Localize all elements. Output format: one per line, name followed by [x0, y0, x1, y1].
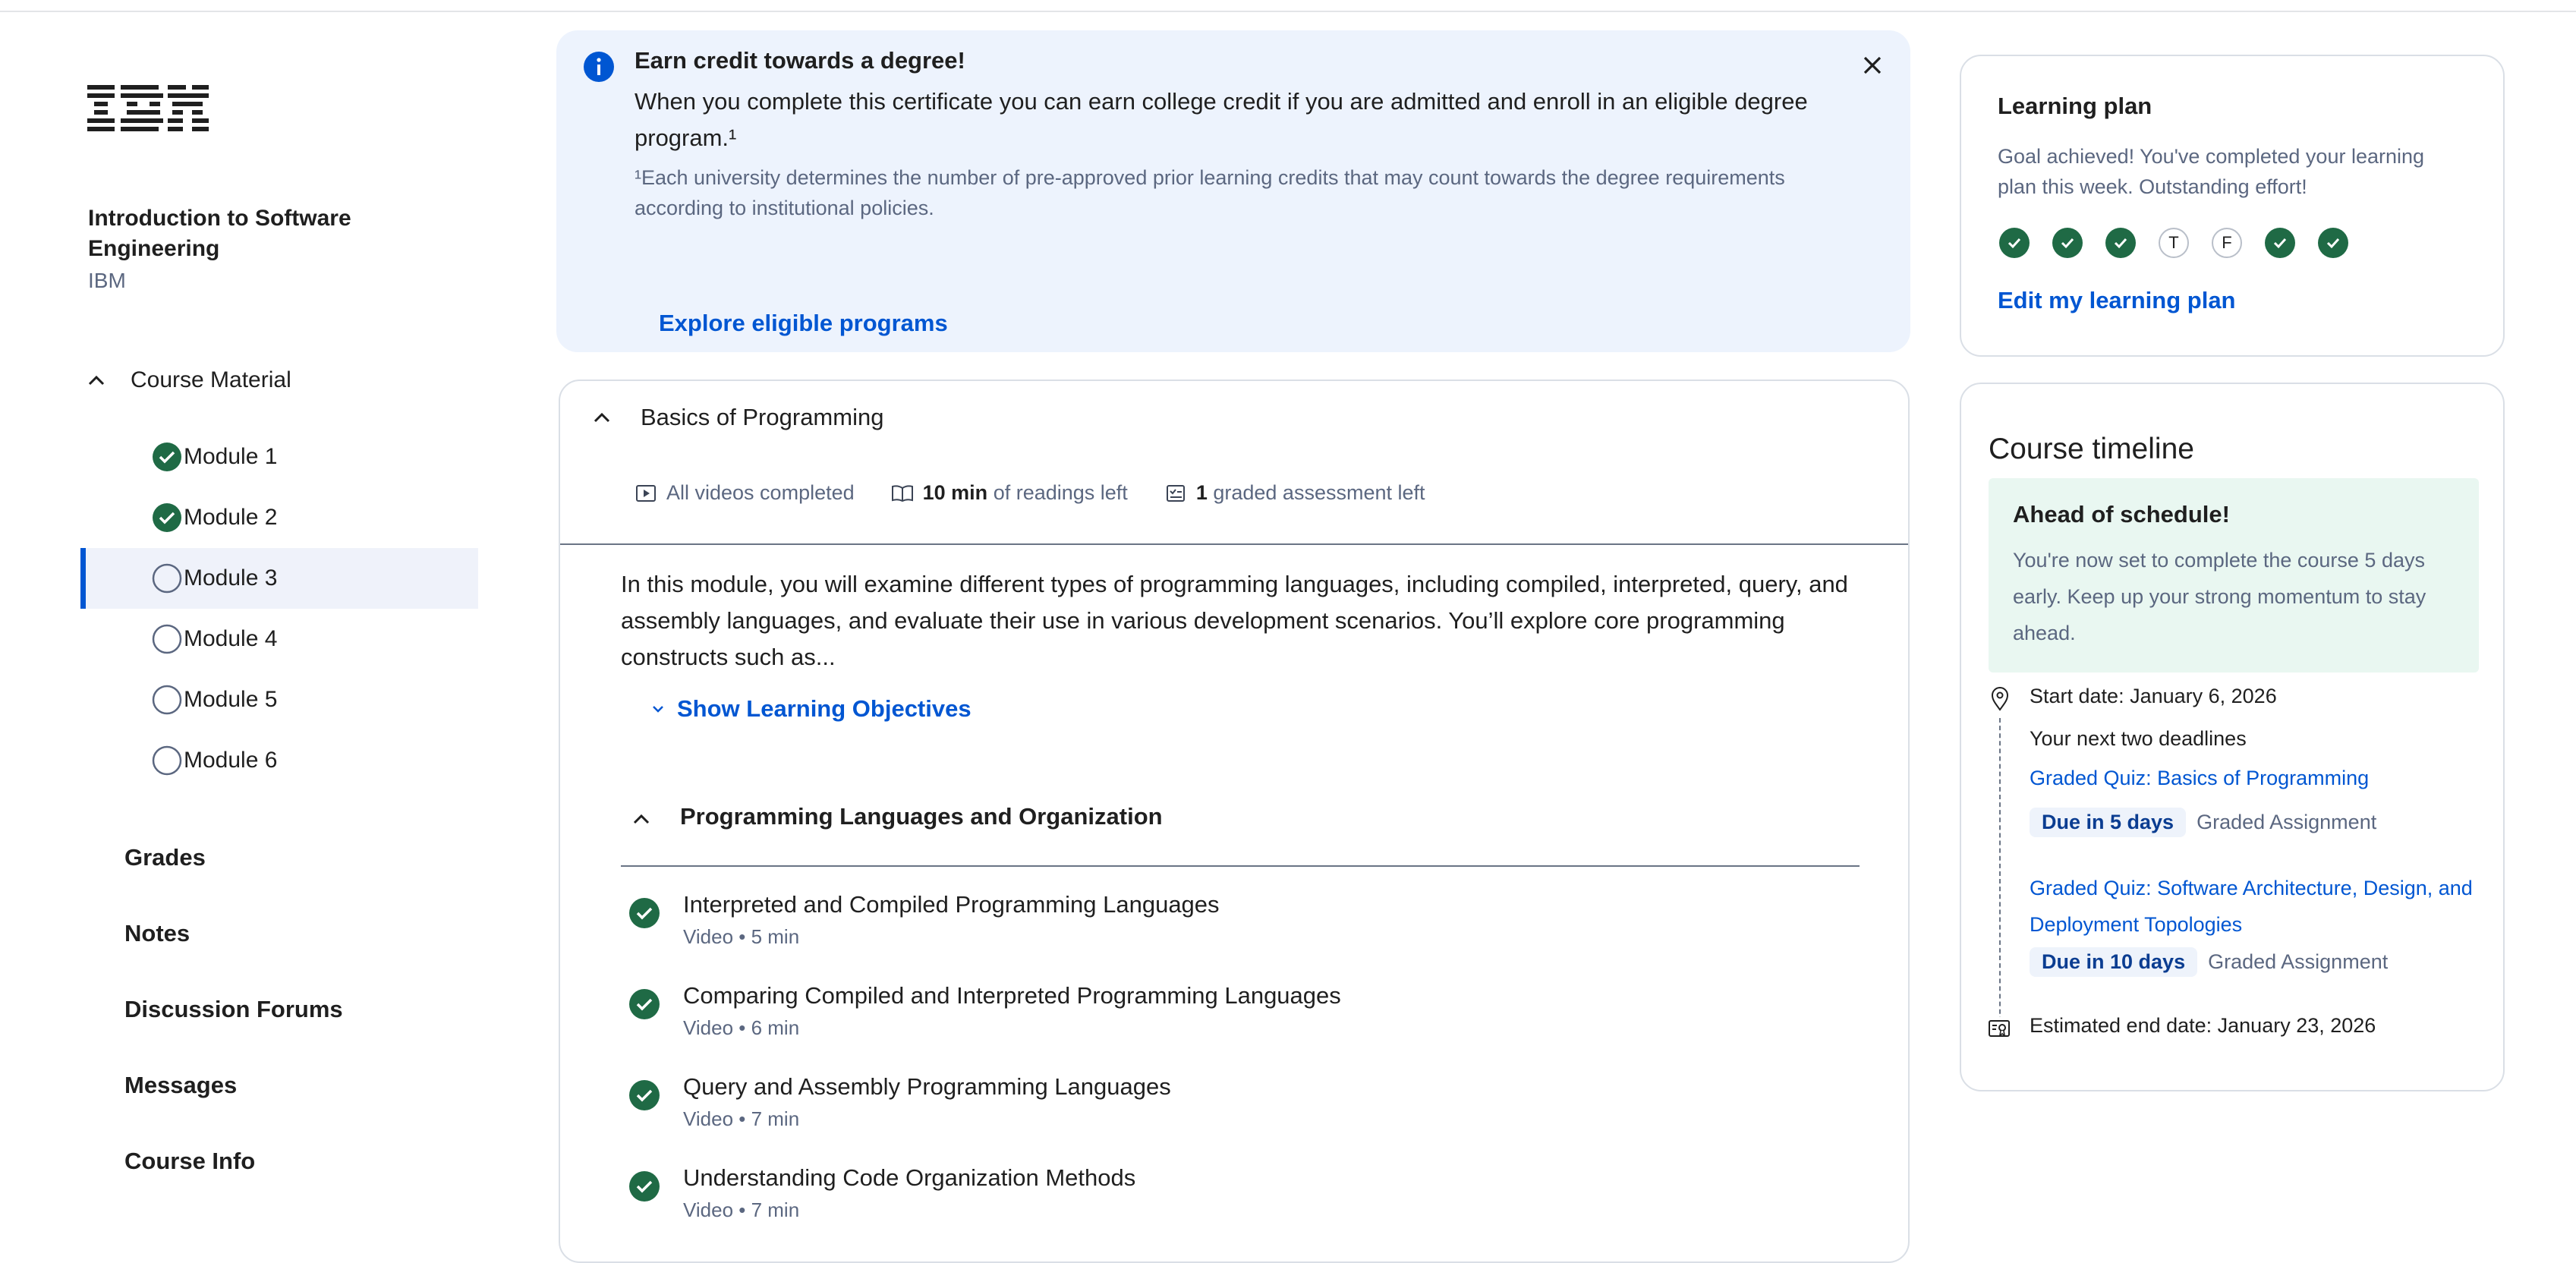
readings-rest: of readings left	[993, 481, 1128, 504]
sidebar-item-module-3[interactable]	[80, 548, 478, 609]
module-title: Basics of Programming	[641, 404, 884, 430]
check-icon	[2112, 234, 2130, 252]
videos-stat-text: All videos completed	[666, 481, 855, 504]
list-item[interactable]	[628, 1070, 1843, 1161]
graded-stat	[1164, 481, 1425, 505]
deadline-meta-2	[2030, 947, 2388, 977]
course-org: IBM	[88, 269, 126, 292]
deadline-link-2[interactable]: Graded Quiz: Software Architecture, Design, and Deployment Topologies	[2030, 877, 2473, 936]
end-date: Estimated end date: January 23, 2026	[2030, 1014, 2376, 1037]
item-title: Comparing Compiled and Interpreted Programming Languages	[683, 982, 1341, 1009]
lesson-group-toggle[interactable]	[621, 803, 1860, 867]
sidebar-item-module-1[interactable]	[80, 427, 478, 487]
empty-circle-icon	[152, 624, 182, 654]
module-stats	[635, 481, 1425, 505]
check-circle-icon	[628, 988, 660, 1020]
weekday-tracker	[1999, 228, 2348, 258]
chevron-down-icon	[650, 701, 666, 717]
module-label: Module 5	[184, 687, 278, 712]
graded-stat-text	[1196, 481, 1425, 505]
list-item[interactable]	[628, 1161, 1843, 1252]
day-done-indicator	[2105, 228, 2136, 258]
edit-learning-plan-link[interactable]: Edit my learning plan	[1998, 287, 2236, 313]
start-date: Start date: January 6, 2026	[2030, 685, 2277, 707]
show-learning-objectives-button[interactable]	[650, 695, 972, 723]
list-item[interactable]	[628, 888, 1843, 979]
nav-messages[interactable]: Messages	[124, 1072, 238, 1098]
check-icon	[2324, 234, 2342, 252]
item-meta: Video • 5 min	[683, 925, 800, 948]
item-meta: Video • 7 min	[683, 1198, 800, 1221]
divider	[560, 543, 1908, 545]
chevron-up-icon	[590, 406, 613, 429]
check-icon	[2005, 234, 2023, 252]
due-badge: Due in 10 days	[2030, 947, 2197, 977]
chevron-up-icon	[85, 369, 108, 392]
course-material-label: Course Material	[131, 367, 291, 392]
check-circle-icon	[628, 1079, 660, 1111]
banner-body: When you complete this certificate you can earn college credit if you are admitted and enroll in an eligible degree program.¹	[635, 88, 1808, 151]
chevron-up-icon	[630, 808, 653, 830]
close-icon[interactable]	[1859, 52, 1886, 79]
module-card	[559, 380, 1910, 1263]
graded-rest: graded assessment left	[1213, 481, 1425, 504]
nav-discussion-forums[interactable]: Discussion Forums	[124, 996, 343, 1022]
deadline-meta-1	[2030, 808, 2376, 837]
ahead-title: Ahead of schedule!	[2013, 501, 2230, 528]
lesson-items	[628, 888, 1843, 1252]
item-meta: Video • 6 min	[683, 1016, 800, 1039]
empty-circle-icon	[152, 745, 182, 776]
deadline-type: Graded Assignment	[2208, 950, 2389, 973]
module-list	[80, 427, 478, 791]
deadline-link-1[interactable]: Graded Quiz: Basics of Programming	[2030, 767, 2370, 789]
location-pin-icon	[1989, 686, 2011, 712]
sidebar-item-module-6[interactable]	[80, 730, 478, 791]
module-section-toggle[interactable]	[590, 404, 883, 431]
check-circle-icon	[628, 897, 660, 929]
video-icon	[635, 483, 657, 503]
module-label: Module 3	[184, 565, 278, 591]
module-label: Module 1	[184, 444, 278, 469]
nav-notes[interactable]: Notes	[124, 920, 191, 946]
show-learning-objectives-label: Show Learning Objectives	[677, 695, 972, 722]
learning-plan-card	[1960, 55, 2505, 357]
empty-circle-icon	[152, 685, 182, 715]
certificate-icon	[1987, 1017, 2011, 1040]
lesson-group-title: Programming Languages and Organization	[680, 803, 1163, 830]
degree-credit-banner	[556, 30, 1910, 352]
course-material-toggle[interactable]	[85, 367, 291, 393]
day-done-indicator	[1999, 228, 2030, 258]
check-circle-icon	[628, 1170, 660, 1202]
day-indicator: F	[2212, 228, 2242, 258]
sidebar-item-module-2[interactable]	[80, 487, 478, 548]
module-label: Module 2	[184, 505, 278, 530]
item-title: Query and Assembly Programming Languages	[683, 1073, 1171, 1100]
ahead-of-schedule-box	[1989, 478, 2479, 672]
sidebar	[0, 0, 516, 1243]
sidebar-item-module-5[interactable]	[80, 669, 478, 730]
check-circle-icon	[152, 442, 182, 472]
graded-count: 1	[1195, 481, 1208, 504]
item-meta: Video • 7 min	[683, 1107, 800, 1130]
module-description: In this module, you will examine different types of programming languages, including compiled, interpreted, query, and assembly languages, and evaluate their use in various development scenarios. You’ll explore core programming constructs such as...	[621, 571, 1848, 670]
day-done-indicator	[2318, 228, 2348, 258]
ahead-text: You're now set to complete the course 5 days early. Keep up your strong momentum to stay ahead.	[2013, 549, 2426, 644]
banner-footnote: ¹Each university determines the number of pre-approved prior learning credits that may count towards the degree requirements according to institutional policies.	[635, 166, 1785, 219]
module-label: Module 6	[184, 748, 278, 773]
check-circle-icon	[152, 502, 182, 533]
list-item[interactable]	[628, 979, 1843, 1070]
empty-circle-icon	[152, 563, 182, 594]
course-title: Introduction to Software Engineering	[88, 206, 351, 261]
day-indicator: T	[2159, 228, 2189, 258]
banner-title: Earn credit towards a degree!	[635, 47, 965, 74]
videos-stat	[635, 481, 855, 505]
sidebar-nav	[124, 835, 343, 1214]
book-icon	[891, 483, 914, 503]
module-label: Module 4	[184, 626, 278, 651]
timeline-line	[1999, 718, 2001, 1037]
nav-grades[interactable]: Grades	[124, 844, 206, 871]
day-done-indicator	[2265, 228, 2295, 258]
readings-stat	[891, 481, 1128, 505]
readings-minutes: 10 min	[922, 481, 988, 504]
item-title: Interpreted and Compiled Programming Languages	[683, 891, 1220, 918]
nav-course-info[interactable]: Course Info	[124, 1148, 256, 1174]
timeline-title: Course timeline	[1989, 433, 2194, 465]
readings-stat-text	[923, 481, 1128, 505]
item-title: Understanding Code Organization Methods	[683, 1164, 1136, 1191]
check-icon	[2058, 234, 2077, 252]
day-done-indicator	[2052, 228, 2083, 258]
next-deadlines-label: Your next two deadlines	[2030, 727, 2247, 750]
info-icon	[582, 50, 616, 83]
learning-plan-title: Learning plan	[1998, 93, 2152, 119]
due-badge: Due in 5 days	[2030, 808, 2186, 837]
ibm-logo	[87, 85, 209, 132]
learning-plan-text: Goal achieved! You've completed your learning plan this week. Outstanding effort!	[1998, 145, 2425, 198]
explore-programs-link[interactable]: Explore eligible programs	[659, 310, 948, 336]
deadline-type: Graded Assignment	[2197, 811, 2377, 833]
course-timeline-card	[1960, 383, 2505, 1091]
check-icon	[2271, 234, 2289, 252]
sidebar-item-module-4[interactable]	[80, 609, 478, 669]
assessment-icon	[1164, 483, 1187, 503]
